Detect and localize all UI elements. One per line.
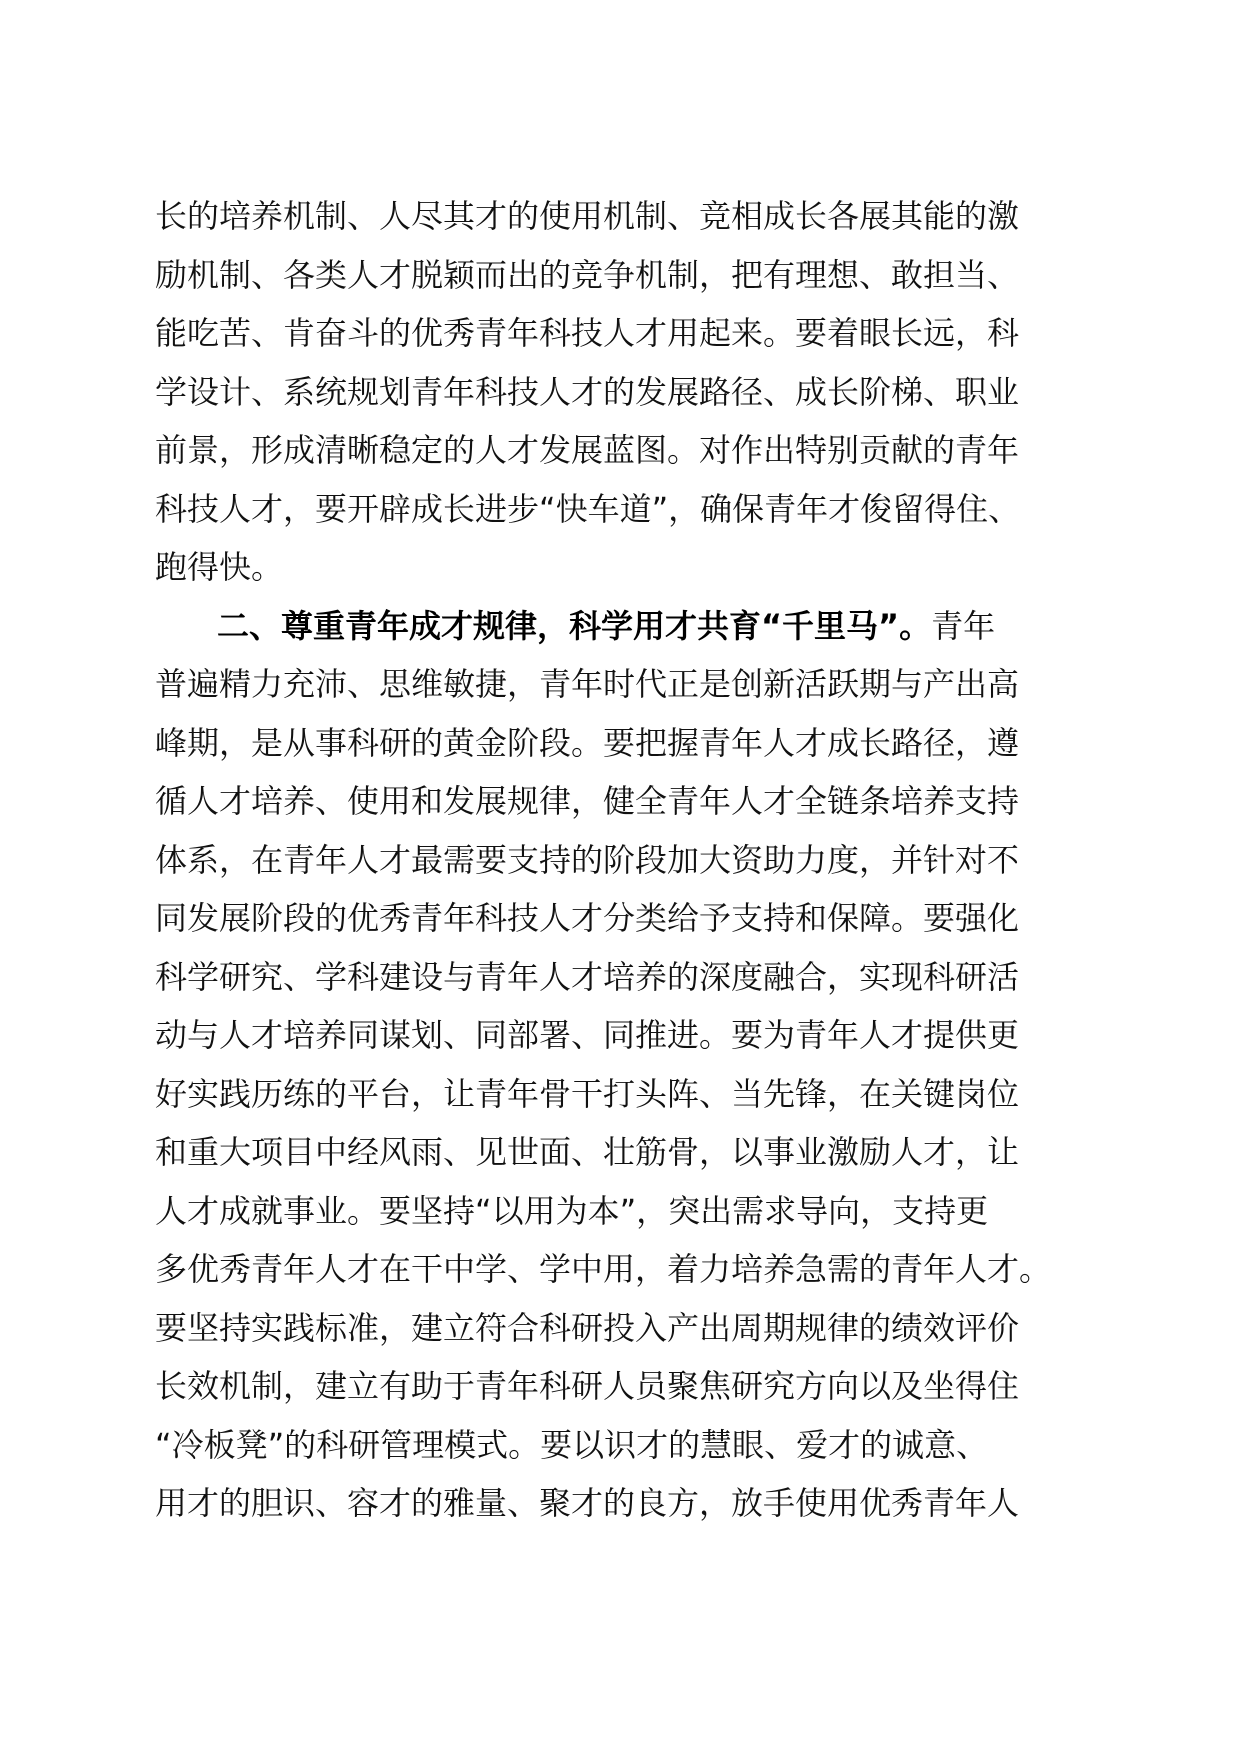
- paragraph-1-line: 能吃苦、肯奋斗的优秀青年科技人才用起来。要着眼长远，科: [155, 314, 1020, 352]
- paragraph-2-line: 要坚持实践标准，建立符合科研投入产出周期规律的绩效评价: [155, 1308, 1020, 1347]
- paragraph-2-line: 循人才培养、使用和发展规律，健全青年人才全链条培养支持: [155, 782, 1020, 820]
- paragraph-2-line: 同发展阶段的优秀青年科技人才分类给予支持和保障。要强化: [155, 899, 1020, 937]
- paragraph-2-line: 动与人才培养同谋划、同部署、同推进。要为青年人才提供更: [155, 1016, 1020, 1054]
- paragraph-2-line: 科学研究、学科建设与青年人才培养的深度融合，实现科研活: [155, 957, 1020, 996]
- paragraph-2-line: 用才的胆识、容才的雅量、聚才的良方，放手使用优秀青年人: [155, 1484, 1020, 1522]
- paragraph-2-line: 好实践历练的平台，让青年骨干打头阵、当先锋，在关键岗位: [155, 1074, 1020, 1113]
- paragraph-2-line: 长效机制，建立有助于青年科研人员聚焦研究方向以及坐得住: [155, 1367, 1020, 1405]
- paragraph-2-line: 人才成就事业。要坚持“以用为本”，突出需求导向，支持更: [155, 1191, 989, 1230]
- paragraph-2-line: 多优秀青年人才在干中学、学中用，着力培养急需的青年人才。: [155, 1250, 1052, 1288]
- paragraph-1-line: 长的培养机制、人尽其才的使用机制、竞相成长各展其能的激: [155, 197, 1020, 235]
- paragraph-2-line: 峰期，是从事科研的黄金阶段。要把握青年人才成长路径，遵: [155, 723, 1020, 762]
- paragraph-1-line: 前景，形成清晰稳定的人才发展蓝图。对作出特别贡献的青年: [155, 431, 1020, 469]
- paragraph-2-line: “冷板凳”的科研管理模式。要以识才的慧眼、爱才的诚意、: [155, 1425, 989, 1464]
- paragraph-1-line: 科技人才，要开辟成长进步“快车道”，确保青年才俊留得住、: [155, 489, 1021, 528]
- paragraph-1-line: 跑得快。: [155, 548, 284, 586]
- paragraph-1-line: 学设计、系统规划青年科技人才的发展路径、成长阶梯、职业: [155, 372, 1020, 411]
- paragraph-2-line: 体系，在青年人才最需要支持的阶段加大资助力度，并针对不: [155, 840, 1020, 879]
- paragraph-2-line: 和重大项目中经风雨、见世面、壮筋骨，以事业激励人才，让: [155, 1133, 1020, 1171]
- paragraph-2-first-line: [155, 597, 1085, 656]
- paragraph-2-first-line-text: 青年: [931, 606, 996, 645]
- section-heading: 二、尊重青年成才规律，科学用才共育“千里马”。: [217, 606, 932, 645]
- paragraph-1-line: 励机制、各类人才脱颖而出的竞争机制，把有理想、敢担当、: [155, 255, 1020, 294]
- document-body: [155, 187, 1085, 1533]
- paragraph-2-line: 普遍精力充沛、思维敏捷，青年时代正是创新活跃期与产出高: [155, 665, 1020, 703]
